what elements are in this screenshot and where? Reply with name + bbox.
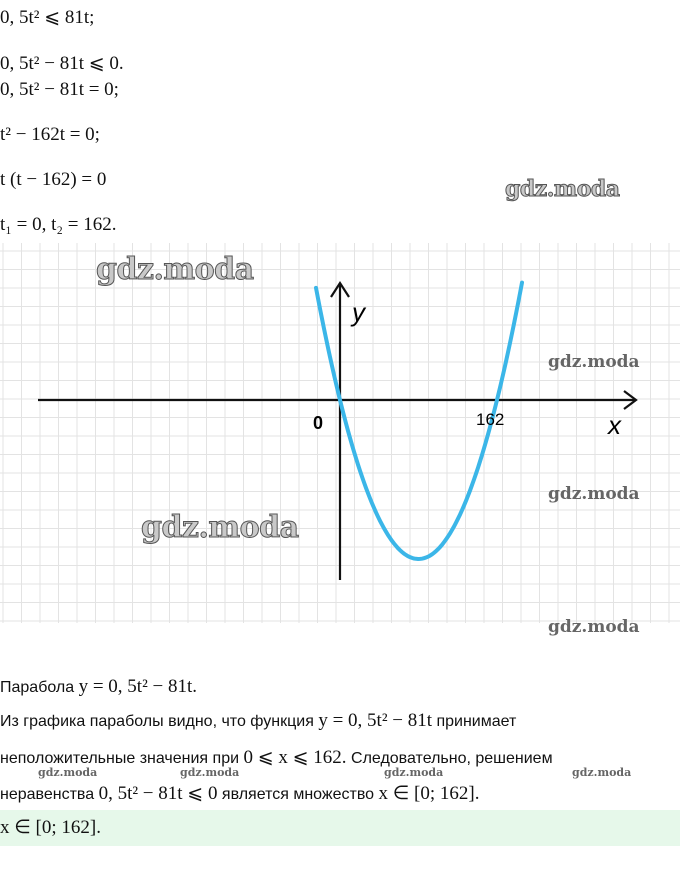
step-1: 0, 5t² ⩽ 81t; (0, 7, 95, 28)
text-line-3: неположительные значения при 0 ⩽ x ⩽ 162. Следовательно, решением (0, 747, 553, 768)
origin-label: 0 (313, 413, 324, 433)
watermark: gdz.moda (96, 252, 254, 287)
step-4: t² − 162t = 0; (0, 124, 100, 145)
text-line-4: неравенства 0, 5t² − 81t ⩽ 0 является множество x ∈ [0; 162]. (0, 783, 480, 804)
watermark: gdz.moda (548, 617, 640, 637)
answer-text: x ∈ [0; 162]. (0, 817, 101, 838)
answer-box (0, 810, 680, 846)
watermark: gdz.moda (548, 352, 640, 372)
text-line-2: Из графика параболы видно, что функция y = 0, 5t² − 81t принимает (0, 710, 517, 731)
y-axis-label: y (352, 297, 365, 327)
root-label: 162 (476, 410, 505, 429)
watermark: gdz.moda (141, 510, 299, 545)
step-6: t₁ = 0, t₂ = 162. (0, 214, 117, 235)
watermark: gdz.moda (384, 766, 444, 779)
step-5: t (t − 162) = 0 (0, 169, 107, 190)
watermark: gdz.moda (572, 766, 632, 779)
watermark: gdz.moda (505, 176, 620, 202)
watermark: gdz.moda (180, 766, 240, 779)
x-axis-label: x (608, 410, 621, 440)
watermark: gdz.moda (38, 766, 98, 779)
step-3: 0, 5t² − 81t = 0; (0, 79, 119, 100)
parabola-graph (0, 243, 680, 623)
text-line-1: Парабола y = 0, 5t² − 81t. (0, 676, 198, 697)
watermark: gdz.moda (548, 484, 640, 504)
step-2: 0, 5t² − 81t ⩽ 0. (0, 53, 124, 74)
